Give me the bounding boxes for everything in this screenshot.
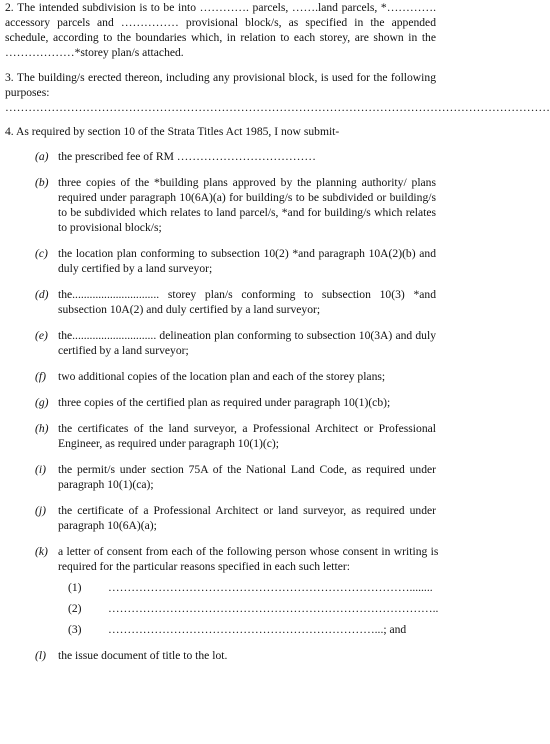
list-item: [35, 648, 436, 663]
list-item: [35, 544, 439, 637]
item-label: (g): [35, 396, 49, 409]
list-item: [35, 287, 436, 317]
list-item: [35, 328, 436, 358]
item-text: three copies of the certified plan as required under paragraph 10(1)(cb);: [58, 396, 391, 409]
item-label: (j): [35, 504, 46, 517]
item-label: (c): [35, 247, 48, 260]
consent-line-dots: …………………………………………………………………………..: [108, 602, 439, 615]
consent-line-number: (2): [68, 602, 82, 615]
submission-list: [35, 149, 439, 663]
item-text: the permit/s under section 75A of the National Land Code, as required under paragraph 10(1)(ca);: [58, 463, 436, 491]
consent-line: [58, 622, 438, 637]
item-text: the prescribed fee of RM ………………………………: [58, 150, 316, 163]
list-item: [35, 369, 436, 384]
item-text: a letter of consent from each of the following person whose consent in writing is required for the particular reasons specified in each such letter:: [58, 545, 439, 573]
consent-line-number: (3): [68, 623, 82, 636]
paragraph-4: 4. As required by section 10 of the Strata Titles Act 1985, I now submit-: [5, 125, 340, 138]
consent-line: [58, 601, 438, 616]
list-item: [35, 421, 436, 451]
item-label: (b): [35, 176, 49, 189]
consent-line-number: (1): [68, 581, 82, 594]
item-label: (k): [35, 545, 48, 558]
item-text: the location plan conforming to subsection 10(2) *and paragraph 10A(2)(b) and duly certified by a land surveyor;: [58, 247, 436, 275]
item-text: the.............................. storey plan/s conforming to subsection 10(3) *and subsection 10A(2) and duly certified by a land surveyor;: [58, 288, 436, 316]
item-text: the certificate of a Professional Architect or land surveyor, as required under paragraph 10(6A)(a);: [58, 504, 436, 532]
list-item: [35, 395, 436, 410]
purpose-fill-line: ……………………………………………………………………………………………………………………………: [5, 101, 550, 114]
item-text: two additional copies of the location plan and each of the storey plans;: [58, 370, 386, 383]
document-page: [5, 0, 550, 674]
list-item: [35, 175, 436, 235]
item-label: (a): [35, 150, 49, 163]
item-label: (h): [35, 422, 49, 435]
item-label: (l): [35, 649, 46, 662]
item-label: (e): [35, 329, 48, 342]
item-label: (f): [35, 370, 46, 383]
consent-line-dots: ……………………………………………………………...; and: [108, 623, 407, 636]
item-body: [58, 544, 438, 637]
list-item: [35, 503, 436, 533]
item-text: three copies of the *building plans approved by the planning authority/ plans required under paragraph 10(6A)(a) for building/s to be subdivided or building/s to be subdivided which relates to land parcel/s, *and for building/s which relates to provisional block/s;: [58, 176, 436, 234]
item-text: the issue document of title to the lot.: [58, 649, 228, 662]
paragraph-2: 2. The intended subdivision is to be into …………. parcels, …….land parcels, *…………. accessory parcels and …………… provisional block/s, as specified in the appended schedule, according to the boundaries which, in relation to each storey, are shown in the ………………*storey plan/s attached.: [5, 1, 436, 59]
item-label: (d): [35, 288, 49, 301]
paragraph-3: 3. The building/s erected thereon, including any provisional block, is used for the following purposes:: [5, 71, 436, 99]
consent-line: [58, 580, 438, 595]
item-label: (i): [35, 463, 46, 476]
list-item: [35, 149, 436, 164]
list-item: [35, 462, 436, 492]
list-item: [35, 246, 436, 276]
item-text: the certificates of the land surveyor, a Professional Architect or Professional Engineer, as required under paragraph 10(1)(c);: [58, 422, 436, 450]
consent-line-dots: ……………………………………………………………………........: [108, 581, 433, 594]
item-text: the............................. delineation plan conforming to subsection 10(3A) and duly certified by a land surveyor;: [58, 329, 436, 357]
